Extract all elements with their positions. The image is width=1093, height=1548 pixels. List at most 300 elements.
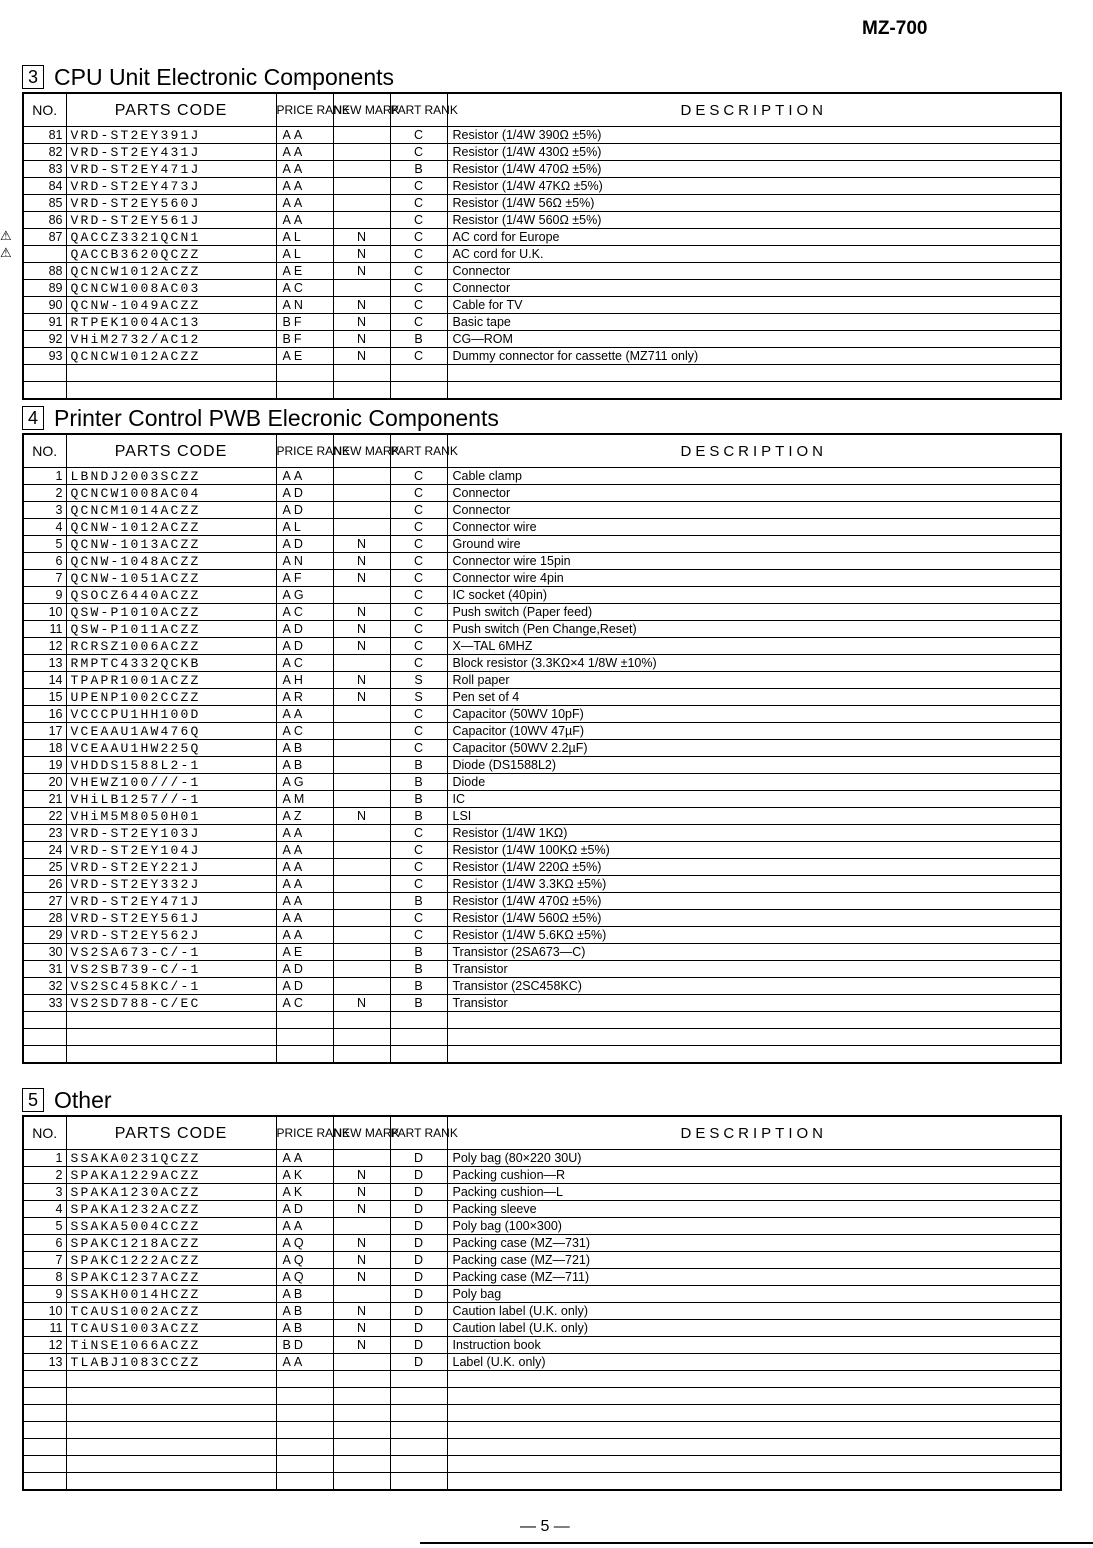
new-mark: N xyxy=(333,263,390,280)
new-mark: N xyxy=(333,604,390,621)
price-rank: AA xyxy=(276,144,333,161)
header-part-rank: PART RANK xyxy=(390,93,447,127)
price-rank: AE xyxy=(276,944,333,961)
price-rank: AA xyxy=(276,910,333,927)
new-mark: N xyxy=(333,689,390,706)
part-rank: C xyxy=(390,297,447,314)
price-rank: AZ xyxy=(276,808,333,825)
parts-code: TLABJ1083CCZZ xyxy=(66,1354,276,1371)
header-new-mark: NEW MARK xyxy=(333,93,390,127)
table-row xyxy=(23,212,1061,229)
price-rank: AD xyxy=(276,621,333,638)
description: Diode xyxy=(447,774,1061,791)
header-part-rank: PART RANK xyxy=(390,1116,447,1150)
empty-cell xyxy=(276,1439,333,1456)
part-rank: D xyxy=(390,1337,447,1354)
part-rank: D xyxy=(390,1218,447,1235)
item-number: 2 xyxy=(23,485,66,502)
item-number: 32 xyxy=(23,978,66,995)
parts-table xyxy=(22,92,1062,400)
new-mark xyxy=(333,1286,390,1303)
empty-row xyxy=(23,1012,1061,1029)
parts-code: QCNW-1048ACZZ xyxy=(66,553,276,570)
part-rank: C xyxy=(390,740,447,757)
description: Transistor (2SA673—C) xyxy=(447,944,1061,961)
new-mark xyxy=(333,723,390,740)
table-row xyxy=(23,1167,1061,1184)
item-number: 14 xyxy=(23,672,66,689)
new-mark xyxy=(333,859,390,876)
part-rank: D xyxy=(390,1252,447,1269)
empty-cell xyxy=(23,1029,66,1046)
empty-cell xyxy=(390,382,447,400)
new-mark: N xyxy=(333,1235,390,1252)
parts-code: VHDDS1588L2-1 xyxy=(66,757,276,774)
empty-cell xyxy=(447,1046,1061,1064)
parts-code: SPAKA1229ACZZ xyxy=(66,1167,276,1184)
new-mark: N xyxy=(333,1269,390,1286)
part-rank: C xyxy=(390,536,447,553)
table-row xyxy=(23,893,1061,910)
empty-row xyxy=(23,382,1061,400)
new-mark xyxy=(333,502,390,519)
part-rank: C xyxy=(390,314,447,331)
price-rank: AD xyxy=(276,638,333,655)
table-row xyxy=(23,485,1061,502)
description: Connector wire 4pin xyxy=(447,570,1061,587)
description: Resistor (1/4W 47KΩ ±5%) xyxy=(447,178,1061,195)
part-rank: B xyxy=(390,757,447,774)
new-mark: N xyxy=(333,1167,390,1184)
empty-cell xyxy=(333,1439,390,1456)
description: Resistor (1/4W 100KΩ ±5%) xyxy=(447,842,1061,859)
item-number: 13 xyxy=(23,655,66,672)
price-rank: AD xyxy=(276,978,333,995)
price-rank: AD xyxy=(276,1201,333,1218)
new-mark xyxy=(333,655,390,672)
item-number: 6 xyxy=(23,553,66,570)
price-rank: AA xyxy=(276,1218,333,1235)
description: Packing cushion—R xyxy=(447,1167,1061,1184)
description: Pen set of 4 xyxy=(447,689,1061,706)
empty-cell xyxy=(333,1371,390,1388)
parts-code: VHEWZ100///-1 xyxy=(66,774,276,791)
description: Resistor (1/4W 5.6KΩ ±5%) xyxy=(447,927,1061,944)
part-rank: C xyxy=(390,195,447,212)
table-row xyxy=(23,297,1061,314)
item-number: 90 xyxy=(23,297,66,314)
price-rank: AC xyxy=(276,995,333,1012)
part-rank: D xyxy=(390,1354,447,1371)
new-mark xyxy=(333,1218,390,1235)
parts-code: LBNDJ2003SCZZ xyxy=(66,468,276,485)
empty-cell xyxy=(66,1012,276,1029)
part-rank: C xyxy=(390,485,447,502)
item-number: 12 xyxy=(23,638,66,655)
part-rank: B xyxy=(390,774,447,791)
description: Packing cushion—L xyxy=(447,1184,1061,1201)
new-mark xyxy=(333,842,390,859)
table-row xyxy=(23,587,1061,604)
empty-cell xyxy=(66,382,276,400)
parts-code: TCAUS1002ACZZ xyxy=(66,1303,276,1320)
parts-code: VRD-ST2EY562J xyxy=(66,927,276,944)
item-number: 26 xyxy=(23,876,66,893)
item-number xyxy=(23,246,66,263)
table-row xyxy=(23,910,1061,927)
item-number: 10 xyxy=(23,1303,66,1320)
table-row xyxy=(23,1235,1061,1252)
price-rank: AH xyxy=(276,672,333,689)
description: Connector wire 15pin xyxy=(447,553,1061,570)
part-rank: C xyxy=(390,825,447,842)
description: Capacitor (10WV 47µF) xyxy=(447,723,1061,740)
new-mark xyxy=(333,212,390,229)
part-rank: D xyxy=(390,1235,447,1252)
parts-code: VCEAAU1AW476Q xyxy=(66,723,276,740)
parts-code: RCRSZ1006ACZZ xyxy=(66,638,276,655)
description: Resistor (1/4W 220Ω ±5%) xyxy=(447,859,1061,876)
description: AC cord for U.K. xyxy=(447,246,1061,263)
part-rank: B xyxy=(390,791,447,808)
new-mark xyxy=(333,791,390,808)
new-mark xyxy=(333,893,390,910)
description: Ground wire xyxy=(447,536,1061,553)
part-rank: C xyxy=(390,604,447,621)
new-mark xyxy=(333,876,390,893)
description: Resistor (1/4W 3.3KΩ ±5%) xyxy=(447,876,1061,893)
price-rank: AD xyxy=(276,502,333,519)
item-number: 82 xyxy=(23,144,66,161)
parts-code: VRD-ST2EY560J xyxy=(66,195,276,212)
part-rank: B xyxy=(390,995,447,1012)
part-rank: C xyxy=(390,229,447,246)
description: Caution label (U.K. only) xyxy=(447,1320,1061,1337)
item-number: 28 xyxy=(23,910,66,927)
price-rank: AE xyxy=(276,263,333,280)
item-number: 5 xyxy=(23,536,66,553)
empty-cell xyxy=(66,1046,276,1064)
empty-cell xyxy=(23,1422,66,1439)
empty-cell xyxy=(276,1029,333,1046)
parts-code: QCNW-1051ACZZ xyxy=(66,570,276,587)
price-rank: AA xyxy=(276,1150,333,1167)
part-rank: C xyxy=(390,502,447,519)
price-rank: AA xyxy=(276,127,333,144)
parts-code: VRD-ST2EY431J xyxy=(66,144,276,161)
item-number: 6 xyxy=(23,1235,66,1252)
empty-cell xyxy=(447,1456,1061,1473)
part-rank: D xyxy=(390,1286,447,1303)
section-cpu-unit xyxy=(0,62,1060,400)
price-rank: AD xyxy=(276,485,333,502)
section-title xyxy=(22,1085,1060,1115)
table-row xyxy=(23,144,1061,161)
description: Push switch (Pen Change,Reset) xyxy=(447,621,1061,638)
part-rank: C xyxy=(390,706,447,723)
empty-cell xyxy=(66,1029,276,1046)
table-row xyxy=(23,1320,1061,1337)
table-row xyxy=(23,229,1061,246)
part-rank: C xyxy=(390,246,447,263)
empty-cell xyxy=(66,1439,276,1456)
part-rank: C xyxy=(390,655,447,672)
empty-cell xyxy=(23,1456,66,1473)
table-row xyxy=(23,1337,1061,1354)
part-rank: B xyxy=(390,893,447,910)
new-mark xyxy=(333,774,390,791)
empty-row xyxy=(23,1439,1061,1456)
part-rank: C xyxy=(390,178,447,195)
new-mark xyxy=(333,740,390,757)
price-rank: AA xyxy=(276,859,333,876)
description: Transistor (2SC458KC) xyxy=(447,978,1061,995)
price-rank: AC xyxy=(276,655,333,672)
item-number: 91 xyxy=(23,314,66,331)
parts-code: QCNW-1049ACZZ xyxy=(66,297,276,314)
description: Label (U.K. only) xyxy=(447,1354,1061,1371)
item-number: 88 xyxy=(23,263,66,280)
table-row xyxy=(23,978,1061,995)
table-row xyxy=(23,689,1061,706)
table-row xyxy=(23,604,1061,621)
new-mark: N xyxy=(333,536,390,553)
item-number: 15 xyxy=(23,689,66,706)
empty-cell xyxy=(333,1012,390,1029)
empty-row xyxy=(23,1029,1061,1046)
price-rank: AL xyxy=(276,229,333,246)
parts-code: QSW-P1011ACZZ xyxy=(66,621,276,638)
empty-cell xyxy=(390,1422,447,1439)
price-rank: AA xyxy=(276,893,333,910)
part-rank: C xyxy=(390,144,447,161)
new-mark xyxy=(333,825,390,842)
parts-code: QSW-P1010ACZZ xyxy=(66,604,276,621)
description: IC xyxy=(447,791,1061,808)
price-rank: AD xyxy=(276,961,333,978)
table-row xyxy=(23,1303,1061,1320)
empty-cell xyxy=(390,1029,447,1046)
part-rank: D xyxy=(390,1303,447,1320)
new-mark: N xyxy=(333,1303,390,1320)
table-row xyxy=(23,263,1061,280)
table-row xyxy=(23,331,1061,348)
price-rank: AD xyxy=(276,536,333,553)
parts-code: QCNCW1008AC03 xyxy=(66,280,276,297)
parts-code: TPAPR1001ACZZ xyxy=(66,672,276,689)
header-new-mark: NEW MARK xyxy=(333,434,390,468)
part-rank: S xyxy=(390,689,447,706)
item-number: 24 xyxy=(23,842,66,859)
new-mark xyxy=(333,1150,390,1167)
empty-cell xyxy=(276,1473,333,1491)
new-mark xyxy=(333,978,390,995)
empty-cell xyxy=(66,1371,276,1388)
parts-code: VS2SA673-C/-1 xyxy=(66,944,276,961)
new-mark: N xyxy=(333,297,390,314)
parts-code: VRD-ST2EY561J xyxy=(66,910,276,927)
parts-code: VRD-ST2EY391J xyxy=(66,127,276,144)
description: Basic tape xyxy=(447,314,1061,331)
new-mark xyxy=(333,757,390,774)
price-rank: AB xyxy=(276,757,333,774)
empty-cell xyxy=(276,1046,333,1064)
price-rank: AQ xyxy=(276,1269,333,1286)
new-mark xyxy=(333,468,390,485)
item-number: 7 xyxy=(23,570,66,587)
parts-code: VRD-ST2EY471J xyxy=(66,893,276,910)
item-number: 29 xyxy=(23,927,66,944)
part-rank: B xyxy=(390,944,447,961)
description: Packing case (MZ—721) xyxy=(447,1252,1061,1269)
parts-code: VHiLB1257//-1 xyxy=(66,791,276,808)
table-row xyxy=(23,995,1061,1012)
empty-cell xyxy=(276,365,333,382)
description: Connector xyxy=(447,485,1061,502)
description: Instruction book xyxy=(447,1337,1061,1354)
part-rank: C xyxy=(390,280,447,297)
price-rank: AE xyxy=(276,348,333,365)
part-rank: C xyxy=(390,621,447,638)
price-rank: AA xyxy=(276,178,333,195)
part-rank: B xyxy=(390,161,447,178)
description: Resistor (1/4W 560Ω ±5%) xyxy=(447,212,1061,229)
item-number: 10 xyxy=(23,604,66,621)
empty-cell xyxy=(447,1388,1061,1405)
empty-cell xyxy=(276,1422,333,1439)
new-mark xyxy=(333,706,390,723)
description: Block resistor (3.3KΩ×4 1/8W ±10%) xyxy=(447,655,1061,672)
new-mark xyxy=(333,485,390,502)
parts-code: VHiM2732/AC12 xyxy=(66,331,276,348)
parts-code: TiNSE1066ACZZ xyxy=(66,1337,276,1354)
price-rank: AA xyxy=(276,161,333,178)
price-rank: AA xyxy=(276,927,333,944)
parts-code: SPAKA1232ACZZ xyxy=(66,1201,276,1218)
table-row xyxy=(23,1354,1061,1371)
empty-cell xyxy=(390,1473,447,1491)
price-rank: AA xyxy=(276,842,333,859)
new-mark xyxy=(333,587,390,604)
empty-cell xyxy=(447,1029,1061,1046)
empty-cell xyxy=(447,1371,1061,1388)
new-mark xyxy=(333,195,390,212)
empty-cell xyxy=(447,1422,1061,1439)
section-title-text: Other xyxy=(54,1086,112,1113)
new-mark: N xyxy=(333,1201,390,1218)
part-rank: C xyxy=(390,519,447,536)
section-title xyxy=(22,62,1060,92)
model-name: MZ-700 xyxy=(862,18,928,39)
empty-cell xyxy=(390,1371,447,1388)
empty-cell xyxy=(276,1388,333,1405)
item-number: 83 xyxy=(23,161,66,178)
header-no: NO. xyxy=(23,1116,66,1150)
item-number: 81 xyxy=(23,127,66,144)
item-number: 8 xyxy=(23,1269,66,1286)
description: Diode (DS1588L2) xyxy=(447,757,1061,774)
parts-code: QCNCW1008AC04 xyxy=(66,485,276,502)
price-rank: BF xyxy=(276,331,333,348)
item-number: 9 xyxy=(23,1286,66,1303)
price-rank: AA xyxy=(276,195,333,212)
parts-code: SPAKA1230ACZZ xyxy=(66,1184,276,1201)
parts-code: SSAKA5004CCZZ xyxy=(66,1218,276,1235)
parts-code: RMPTC4332QCKB xyxy=(66,655,276,672)
parts-code: SPAKC1222ACZZ xyxy=(66,1252,276,1269)
new-mark xyxy=(333,144,390,161)
header-description: DESCRIPTION xyxy=(447,1116,1061,1150)
table-row xyxy=(23,1218,1061,1235)
new-mark: N xyxy=(333,331,390,348)
empty-cell xyxy=(23,1388,66,1405)
section-number: 4 xyxy=(22,406,44,430)
description: Cable clamp xyxy=(447,468,1061,485)
parts-table xyxy=(22,433,1062,1064)
table-row xyxy=(23,1184,1061,1201)
new-mark xyxy=(333,127,390,144)
empty-cell xyxy=(333,1029,390,1046)
item-number: 85 xyxy=(23,195,66,212)
part-rank: D xyxy=(390,1201,447,1218)
parts-code: SPAKC1218ACZZ xyxy=(66,1235,276,1252)
description: LSI xyxy=(447,808,1061,825)
parts-code: VS2SC458KC/-1 xyxy=(66,978,276,995)
part-rank: B xyxy=(390,961,447,978)
part-rank: B xyxy=(390,808,447,825)
table-row xyxy=(23,246,1061,263)
empty-cell xyxy=(333,365,390,382)
parts-code: QCNW-1012ACZZ xyxy=(66,519,276,536)
empty-row xyxy=(23,1422,1061,1439)
table-row xyxy=(23,638,1061,655)
empty-cell xyxy=(276,1012,333,1029)
parts-code: VCCCPU1HH100D xyxy=(66,706,276,723)
table-row xyxy=(23,961,1061,978)
section-title-text: Printer Control PWB Elecronic Components xyxy=(54,404,499,431)
empty-cell xyxy=(23,1371,66,1388)
new-mark: N xyxy=(333,314,390,331)
description: Packing sleeve xyxy=(447,1201,1061,1218)
price-rank: AK xyxy=(276,1184,333,1201)
price-rank: AB xyxy=(276,1303,333,1320)
bottom-rule xyxy=(420,1542,1093,1544)
description: Resistor (1/4W 470Ω ±5%) xyxy=(447,893,1061,910)
item-number: 4 xyxy=(23,519,66,536)
parts-code: QCNCW1012ACZZ xyxy=(66,348,276,365)
description: Roll paper xyxy=(447,672,1061,689)
price-rank: AA xyxy=(276,876,333,893)
empty-cell xyxy=(66,365,276,382)
empty-cell xyxy=(333,1388,390,1405)
description: Push switch (Paper feed) xyxy=(447,604,1061,621)
item-number: 12 xyxy=(23,1337,66,1354)
item-number: 21 xyxy=(23,791,66,808)
description: Poly bag (100×300) xyxy=(447,1218,1061,1235)
new-mark: N xyxy=(333,348,390,365)
part-rank: D xyxy=(390,1184,447,1201)
section-title-text: CPU Unit Electronic Components xyxy=(54,63,395,90)
page-number: — 5 — xyxy=(520,1518,570,1535)
item-number: 4 xyxy=(23,1201,66,1218)
new-mark xyxy=(333,519,390,536)
empty-cell xyxy=(276,1405,333,1422)
description: Transistor xyxy=(447,961,1061,978)
price-rank: AF xyxy=(276,570,333,587)
empty-cell xyxy=(23,382,66,400)
table-row xyxy=(23,1201,1061,1218)
price-rank: AB xyxy=(276,1286,333,1303)
